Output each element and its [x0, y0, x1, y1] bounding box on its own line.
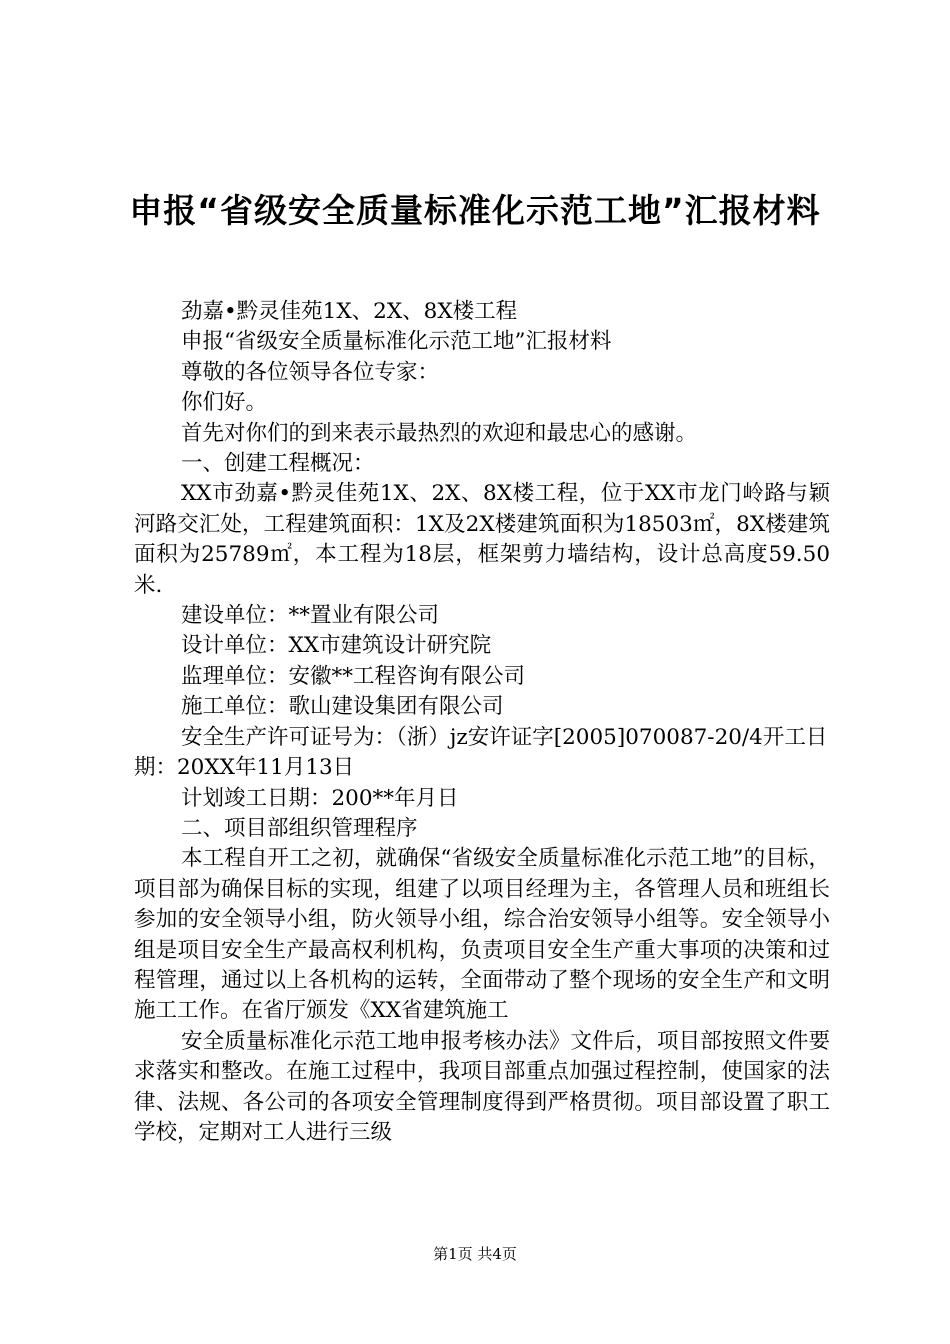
paragraph-project-name: 劲嘉•黔灵佳苑1X、2X、8X楼工程 — [181, 299, 518, 324]
paragraph-overview: XX市劲嘉•黔灵佳苑1X、2X、8X楼工程，位于XX市龙门岭路与颖河路交汇处，工程建筑面积：1X及2X楼建筑面积为18503㎡，8X楼建筑面积为25789㎡，本工程为18层，框架剪力墙结构，设计总高度59.50米. — [134, 481, 830, 598]
paragraph-completion-date: 计划竣工日期：200**年月日 — [181, 785, 459, 811]
paragraph-standardization: 安全质量标准化示范工地申报考核办法》文件后，项目部按照文件要求落实和整改。在施工过程中，我项目部重点加强过程控制，使国家的法律、法规、各公司的各项安全管理制度得到严格贯彻。项目部设置了职工学校，定期对工人进行三级 — [134, 1028, 830, 1145]
paragraph-license: 安全生产许可证号为：（浙）jz安许证字[2005]070087-20/4开工日期：20XX年11月13日 — [134, 724, 828, 781]
section-heading-overview: 一、创建工程概况： — [181, 451, 375, 477]
paragraph-contractor: 施工单位：歌山建设集团有限公司 — [181, 694, 504, 720]
paragraph-management: 本工程自开工之初，就确保“省级安全质量标准化示范工地”的目标，项目部为确保目标的实现，组建了以项目经理为主，各管理人员和班组长参加的安全领导小组，防火领导小组，综合治安领导小组等。安全领导小组是项目安全生产最高权利机构，负责项目安全生产重大事项的决策和过程管理，通过以上各机构的运转，全面带动了整个现场的安全生产和文明施工工作。在省厅颁发《XX省建筑施工 — [134, 846, 830, 1024]
page-footer: 第1页 共4页 — [433, 1245, 517, 1263]
document-body — [134, 297, 830, 1148]
paragraph-owner: 建设单位：**置业有限公司 — [181, 603, 440, 629]
section-heading-management: 二、项目部组织管理程序 — [181, 815, 418, 841]
paragraph-designer: 设计单位：XX市建筑设计研究院 — [181, 633, 492, 659]
paragraph-subtitle: 申报“省级安全质量标准化示范工地”汇报材料 — [181, 329, 612, 355]
paragraph-welcome: 首先对你们的到来表示最热烈的欢迎和最忠心的感谢。 — [181, 420, 698, 446]
paragraph-supervisor: 监理单位：安徽**工程咨询有限公司 — [181, 663, 526, 689]
paragraph-salutation: 尊敬的各位领导各位专家： — [181, 359, 440, 385]
document-title: 申报“省级安全质量标准化示范工地”汇报材料 — [129, 191, 821, 230]
paragraph-greeting: 你们好。 — [181, 390, 268, 416]
